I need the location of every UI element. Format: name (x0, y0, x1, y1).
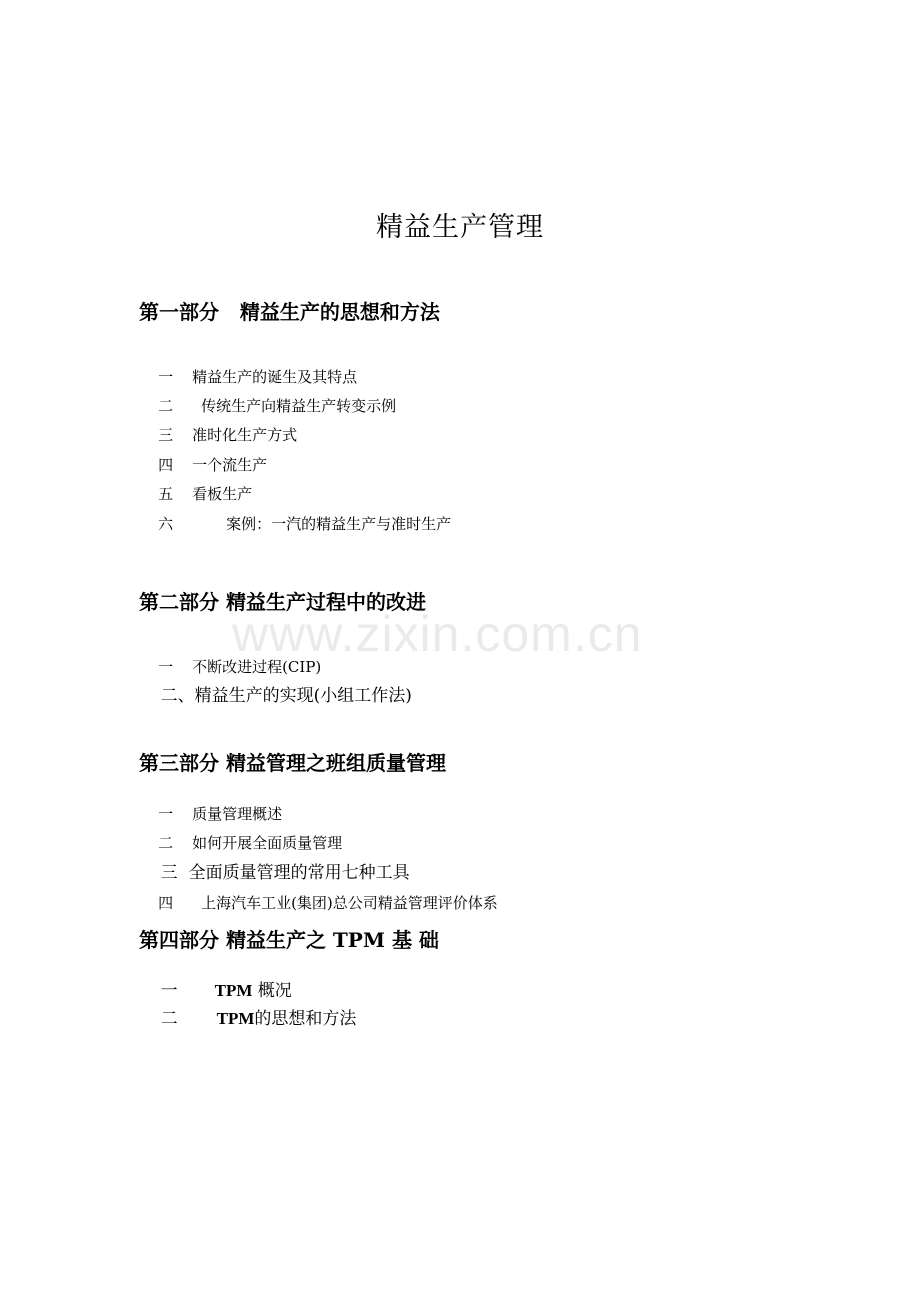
document-title: 精益生产管理 (376, 212, 544, 243)
item-number: 一 (158, 368, 174, 386)
item-text: 概况 (252, 981, 292, 1001)
item-number: 三 (160, 863, 178, 883)
section-heading-4: 第四部分 精益生产之 TPM 基 础 (139, 928, 439, 952)
item-text: 的思想和方法 (254, 1009, 357, 1029)
item-text-latin: TPM (214, 981, 253, 1000)
item-number: 一 (158, 658, 174, 676)
item-text: 如何开展全面质量管理 (192, 834, 343, 852)
list-item (139, 986, 356, 1052)
section-heading-2: 第二部分 精益生产过程中的改进 (139, 590, 426, 614)
section-heading-3: 第三部分 精益管理之班组质量管理 (139, 751, 446, 775)
item-number: 二 (158, 397, 174, 415)
item-text: 看板生产 (192, 485, 253, 503)
item-text-latin: TPM (216, 1009, 255, 1028)
item-number: 三 (158, 426, 174, 444)
item-number: 六 (158, 515, 174, 533)
item-text: 案例：一汽的精益生产与准时生产 (226, 515, 452, 533)
item-number: 五 (158, 485, 174, 503)
item-number: 二 (158, 834, 174, 852)
item-text: 精益生产的诞生及其特点 (192, 368, 358, 386)
list-item (139, 663, 412, 729)
item-number: 一 (158, 805, 174, 823)
section-heading-1: 第一部分 精益生产的思想和方法 (139, 300, 440, 324)
item-number: 四 (158, 894, 174, 912)
item-text: 传统生产向精益生产转变示例 (201, 397, 397, 415)
item-number: 一 (160, 981, 178, 1001)
item-text: 全面质量管理的常用七种工具 (188, 863, 410, 883)
watermark: www.zixin.com.cn (232, 606, 643, 662)
item-text: 一个流生产 (192, 456, 268, 474)
item-text: 质量管理概述 (192, 805, 283, 823)
item-text: 上海汽车工业(集团)总公司精益管理评价体系 (201, 894, 498, 912)
item-text: 准时化生产方式 (192, 426, 298, 444)
item-text: 不断改进过程(CIP) (192, 658, 322, 676)
item-text: 二、精益生产的实现(小组工作法) (160, 686, 412, 706)
list-item (139, 491, 451, 557)
item-number: 二 (160, 1009, 178, 1029)
item-number: 四 (158, 456, 174, 474)
